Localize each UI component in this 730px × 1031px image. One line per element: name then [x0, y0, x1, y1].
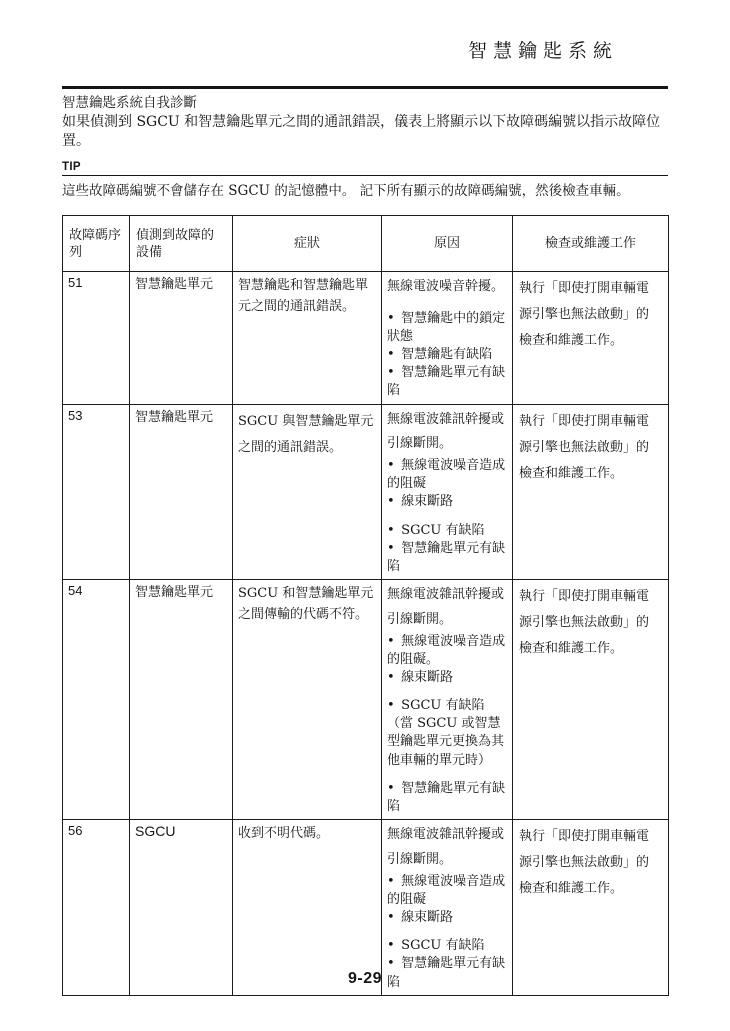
cause-bullet-item: • 線束斷路 [387, 493, 508, 511]
cause-bullet-item: • 無線電波噪音造成的阻礙。 [387, 633, 508, 669]
cause-bullet-item: • 智慧鑰匙中的鎖定狀態 [387, 310, 508, 346]
fault-row-56 [63, 820, 669, 996]
tip-label: TIP [62, 161, 81, 173]
cause-bullet-item: • SGCU 有缺陷 [387, 522, 508, 540]
symptom-text: SGCU 和智慧鑰匙單元之間傳輸的代碼不符。 [233, 580, 382, 820]
device-value: 智慧鑰匙單元 [130, 580, 233, 820]
col-header-fault-code: 故障碼序列 [63, 216, 130, 272]
col-header-symptom: 症狀 [233, 216, 382, 272]
cause-paragraph: 無線電波噪音幹擾。 [387, 279, 505, 294]
maintenance-text: 執行「即使打開車輛電源引擎也無法啟動」的檢查和維護工作。 [513, 272, 669, 405]
fault-row-51 [63, 272, 669, 405]
tip-heading [62, 155, 668, 176]
fault-code-value: 54 [63, 580, 130, 820]
device-value: SGCU [130, 820, 233, 996]
fault-row-54 [63, 580, 669, 820]
maintenance-text: 執行「即使打開車輛電源引擎也無法啟動」的檢查和維護工作。 [513, 820, 669, 996]
cause-cell [382, 272, 513, 405]
cause-bullet-item: • 智慧鑰匙有缺陷 [387, 346, 508, 364]
cause-bullet-item: • SGCU 有缺陷（當 SGCU 或智慧型鑰匙單元更換為其他車輛的單元時） [387, 697, 508, 770]
cause-cell [382, 404, 513, 580]
fault-code-table [62, 215, 669, 996]
cause-cell [382, 580, 513, 820]
cause-paragraph: 無線電波雜訊幹擾或引線斷開。 [387, 827, 505, 867]
cause-bullet-item: • 智慧鑰匙單元有缺陷 [387, 364, 508, 400]
symptom-text: 智慧鑰匙和智慧鑰匙單元之間的通訊錯誤。 [233, 272, 382, 405]
fault-code-value: 56 [63, 820, 130, 996]
maintenance-text: 執行「即使打開車輛電源引擎也無法啟動」的檢查和維護工作。 [513, 580, 669, 820]
cause-bullet-item: • 線束斷路 [387, 909, 508, 927]
cause-bullet-item: • 智慧鑰匙單元有缺陷 [387, 780, 508, 816]
cause-paragraph: 無線電波雜訊幹擾或引線斷開。 [387, 411, 505, 452]
col-header-device: 偵測到故障的設備 [130, 216, 233, 272]
col-header-cause: 原因 [382, 216, 513, 272]
col-header-maintenance: 檢查或維護工作 [513, 216, 669, 272]
fault-code-value: 51 [63, 272, 130, 405]
fault-row-53 [63, 404, 669, 580]
cause-bullet-item: • 無線電波噪音造成的阻礙 [387, 457, 508, 493]
page-number: 9-29 [347, 970, 383, 987]
symptom-text: SGCU 與智慧鑰匙單元之間的通訊錯誤。 [233, 404, 382, 580]
header-divider [62, 86, 668, 89]
cause-bullet-item: • 智慧鑰匙單元有缺陷 [387, 540, 508, 576]
cause-bullet-item: • 智慧鑰匙單元有缺陷 [387, 955, 508, 991]
cause-bullet-item: • 線束斷路 [387, 669, 508, 687]
device-value: 智慧鑰匙單元 [130, 404, 233, 580]
fault-code-value: 53 [63, 404, 130, 580]
cause-cell [382, 820, 513, 996]
maintenance-text: 執行「即使打開車輛電源引擎也無法啟動」的檢查和維護工作。 [513, 404, 669, 580]
symptom-text: 收到不明代碼。 [233, 820, 382, 996]
section-heading: 智慧鑰匙系統自我診斷 [62, 95, 197, 111]
content-area [62, 95, 668, 996]
page-title: 智慧鑰匙系統 [467, 40, 618, 62]
table-header-row [63, 216, 669, 272]
cause-bullet-item: • 無線電波噪音造成的阻礙 [387, 873, 508, 909]
intro-paragraph: 如果偵測到 SGCU 和智慧鑰匙單元之間的通訊錯誤，儀表上將顯示以下故障碼編號以指示故障位置。 [62, 114, 661, 149]
cause-bullet-item: • SGCU 有缺陷 [387, 937, 508, 955]
device-value: 智慧鑰匙單元 [130, 272, 233, 405]
cause-paragraph: 無線電波雜訊幹擾或引線斷開。 [387, 587, 505, 627]
tip-note: 這些故障碼編號不會儲存在 SGCU 的記憶體中。 記下所有顯示的故障碼編號，然後檢查車輛。 [62, 183, 630, 199]
